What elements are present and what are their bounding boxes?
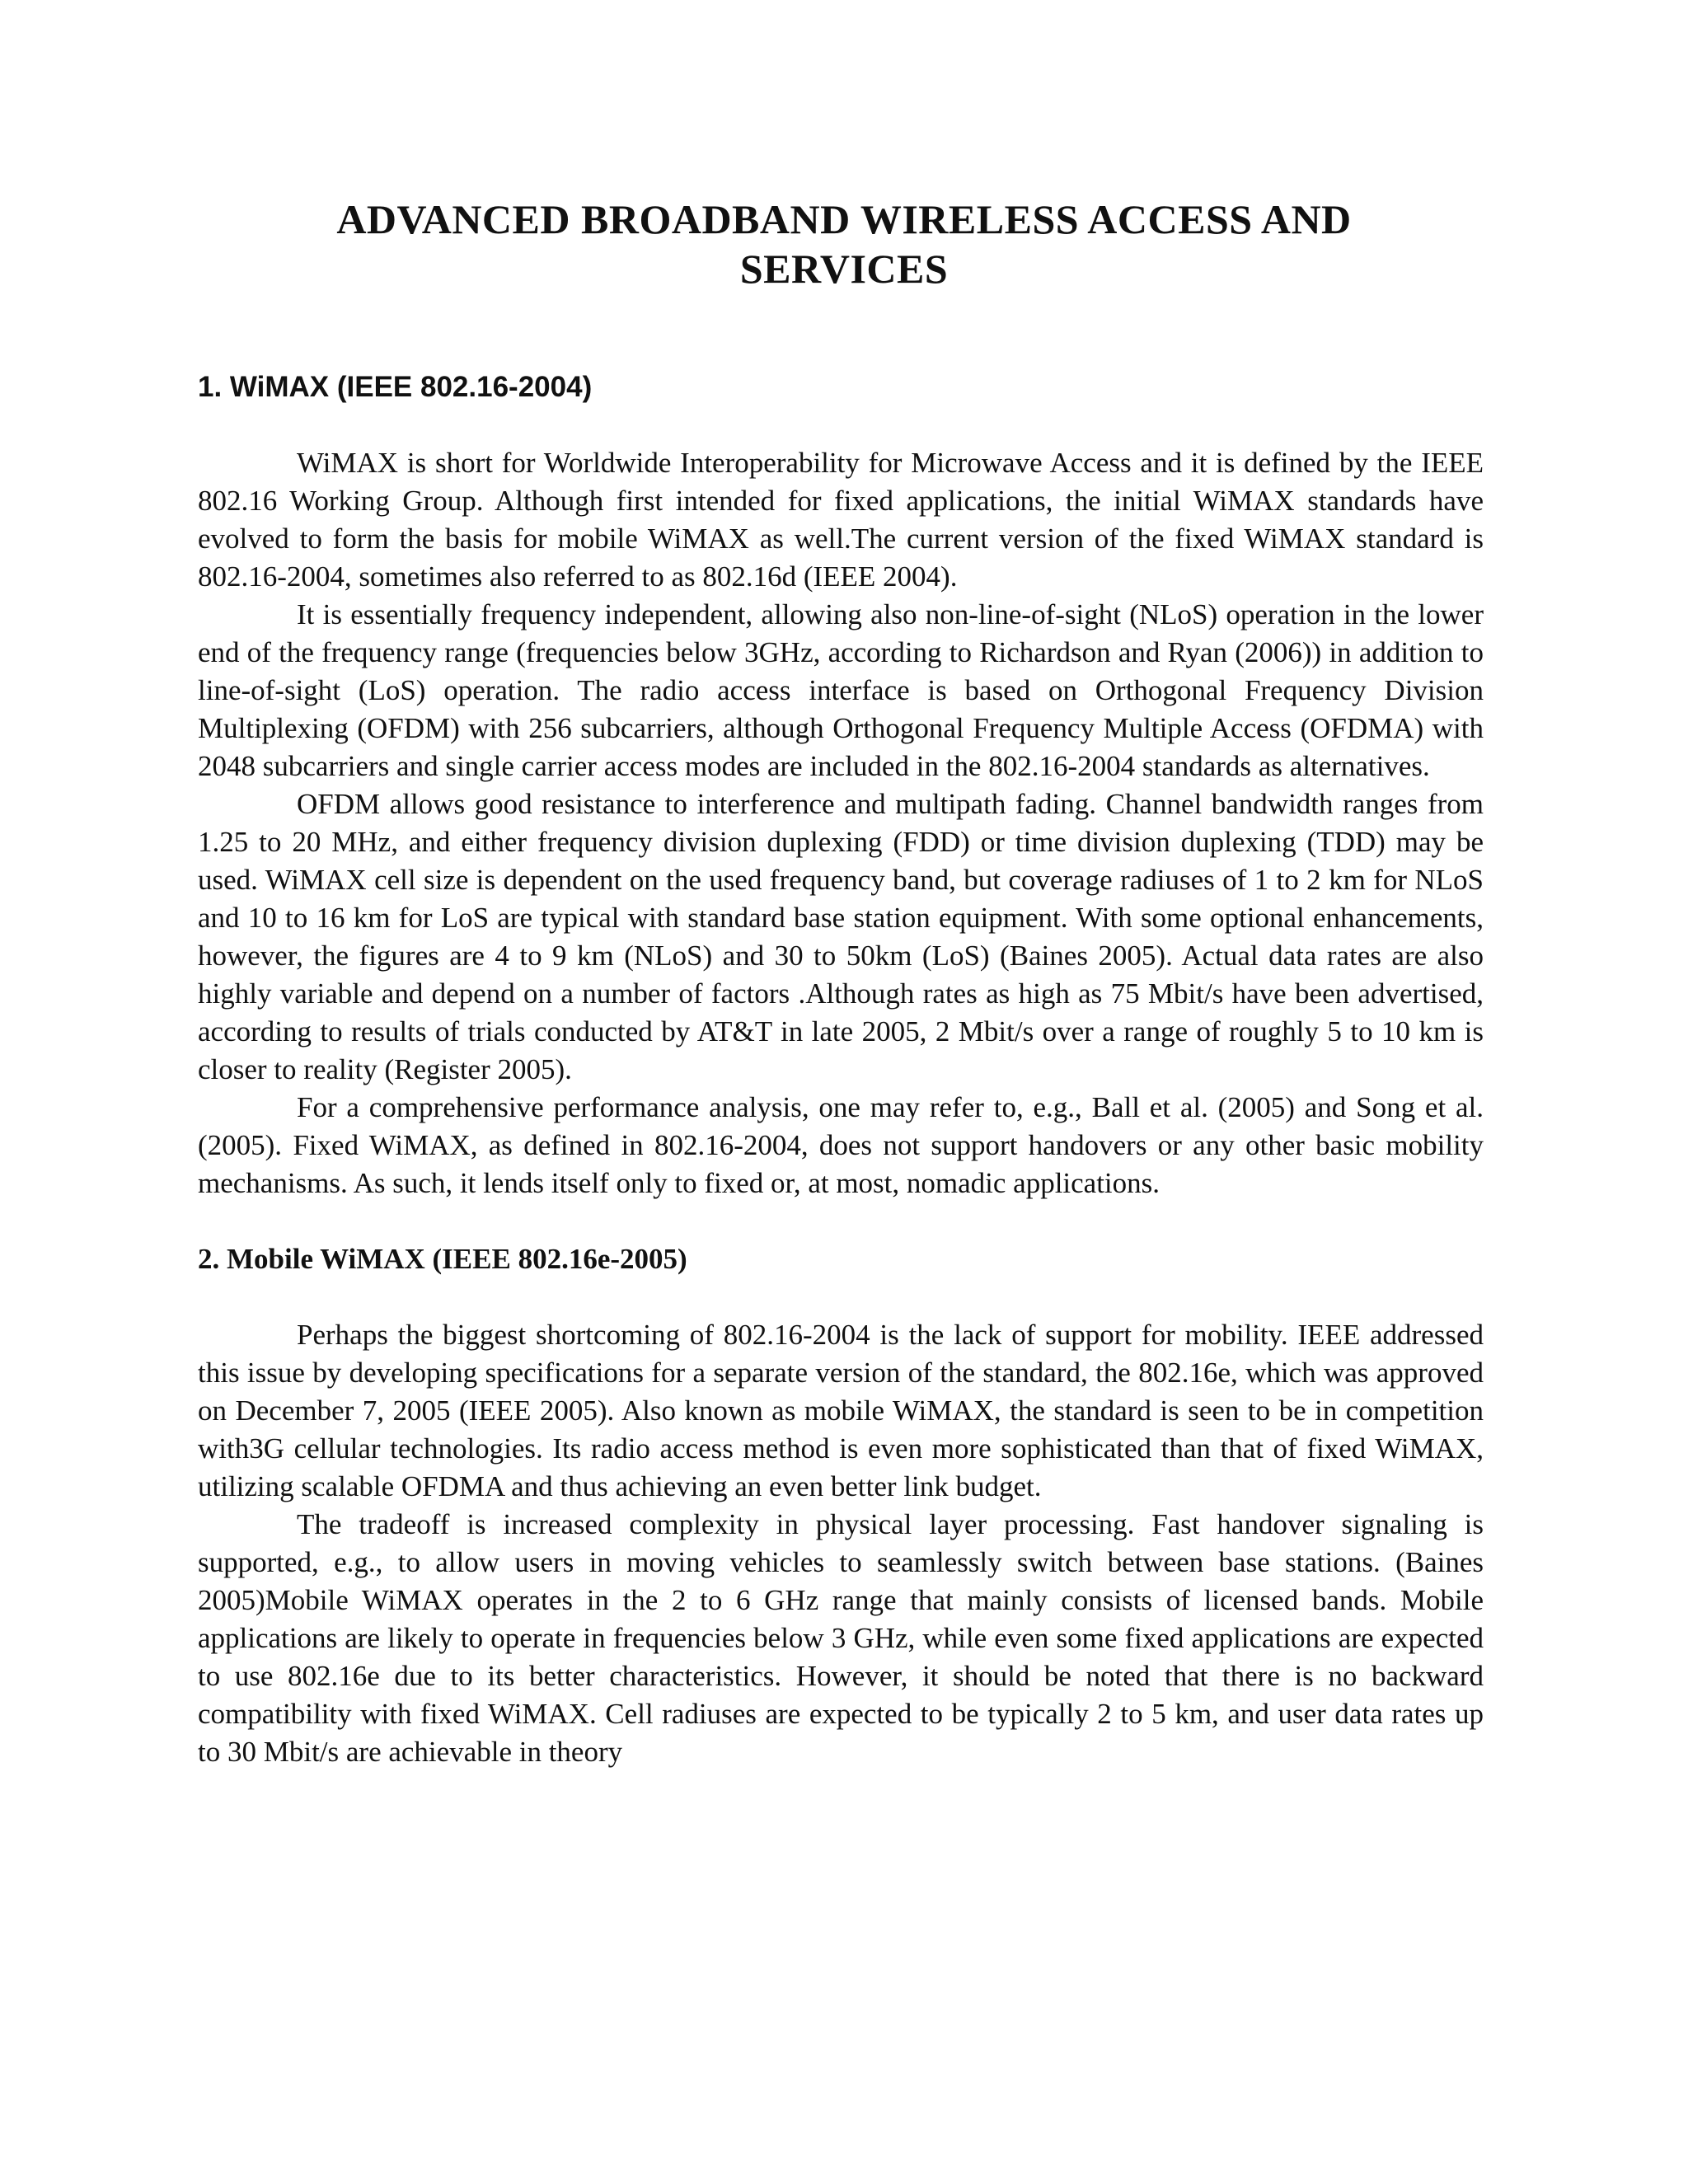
section-1-paragraph-1: WiMAX is short for Worldwide Interoperability for Microwave Access and it is defined by the IEEE 802.16 Working Group. Although first intended for fixed applications, the initial WiMAX standards have evolved to form the basis for mobile WiMAX as well.The current version of the fixed WiMAX standard is 802.16-2004, sometimes also referred to as 802.16d (IEEE 2004). xyxy=(198,447,1484,593)
section-2-heading: 2. Mobile WiMAX (IEEE 802.16e-2005) xyxy=(198,1243,687,1275)
section-2-paragraph-2: The tradeoff is increased complexity in physical layer processing. Fast handover signaling is supported, e.g., to allow users in moving vehicles to seamlessly switch between base stations. (Baines 2005)Mobile WiMAX operates in the 2 to 6 GHz range that mainly consists of licensed bands. Mobile applications are likely to operate in frequencies below 3 GHz, while even some fixed applications are expected to use 802.16e due to its better characteristics. However, it should be noted that there is no backward compatibility with fixed WiMAX. Cell radiuses are expected to be typically 2 to 5 km, and user data rates up to 30 Mbit/s are achievable in theory xyxy=(198,1508,1484,1768)
document-title xyxy=(206,194,1482,293)
section-1-paragraph-3: OFDM allows good resistance to interference and multipath fading. Channel bandwidth ranges from 1.25 to 20 MHz, and either frequency division duplexing (FDD) or time division duplexing (TDD) may be used. WiMAX cell size is dependent on the used frequency band, but coverage radiuses of 1 to 2 km for NLoS and 10 to 16 km for LoS are typical with standard base station equipment. With some optional enhancements, however, the figures are 4 to 9 km (NLoS) and 30 to 50km (LoS) (Baines 2005). Actual data rates are also highly variable and depend on a number of factors .Although rates as high as 75 Mbit/s have been advertised, according to results of trials conducted by AT&T in late 2005, 2 Mbit/s over a range of roughly 5 to 10 km is closer to reality (Register 2005). xyxy=(198,788,1484,1085)
section-1-paragraph-4: For a comprehensive performance analysis, one may refer to, e.g., Ball et al. (2005) and Song et al. (2005). Fixed WiMAX, as defined in 802.16-2004, does not support handovers or any other basic mobility mechanisms. As such, it lends itself only to fixed or, at most, nomadic applications. xyxy=(198,1091,1484,1199)
title-line-2: SERVICES xyxy=(739,246,949,292)
section-1-paragraph-2: It is essentially frequency independent, allowing also non-line-of-sight (NLoS) operation in the lower end of the frequency range (frequencies below 3GHz, according to Richardson and Ryan (2006)) in addition to line-of-sight (LoS) operation. The radio access interface is based on Orthogonal Frequency Division Multiplexing (OFDM) with 256 subcarriers, although Orthogonal Frequency Multiple Access (OFDMA) with 2048 subcarriers and single carrier access modes are included in the 802.16-2004 standards as alternatives. xyxy=(198,598,1484,782)
section-2-paragraph-1: Perhaps the biggest shortcoming of 802.16-2004 is the lack of support for mobility. IEEE addressed this issue by developing specifications for a separate version of the standard, the 802.16e, which was approved on December 7, 2005 (IEEE 2005). Also known as mobile WiMAX, the standard is seen to be in competition with3G cellular technologies. Its radio access method is even more sophisticated than that of fixed WiMAX, utilizing scalable OFDMA and thus achieving an even better link budget. xyxy=(198,1319,1484,1502)
document-body xyxy=(198,368,1484,1771)
section-1-heading: 1. WiMAX (IEEE 802.16-2004) xyxy=(198,371,593,403)
title-line-1: ADVANCED BROADBAND WIRELESS ACCESS AND xyxy=(336,196,1352,242)
